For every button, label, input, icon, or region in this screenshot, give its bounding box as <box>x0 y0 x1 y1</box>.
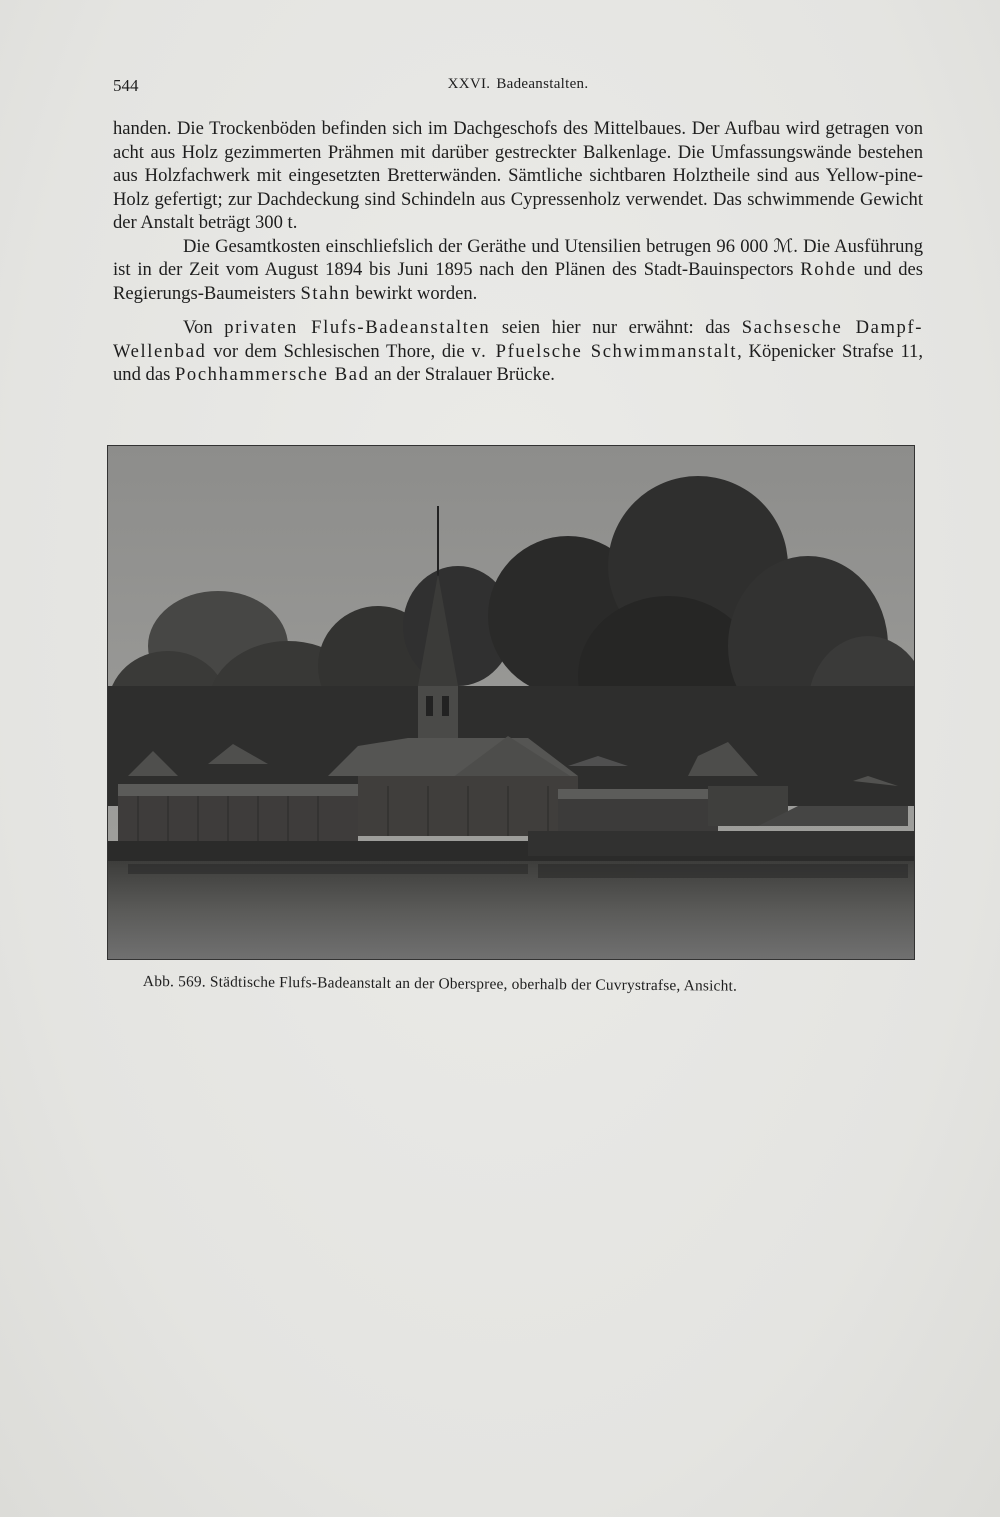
spaced-sachsesche: Sachsesche Dampf-Wellenbad <box>113 317 923 362</box>
paragraph-private-baths <box>113 316 923 387</box>
chapter-numeral: XXVI. <box>447 76 491 92</box>
spaced-pochhammersche: Pochhammersche Bad <box>174 364 370 385</box>
bath-house-photo <box>108 446 914 959</box>
figure-photograph <box>107 445 915 960</box>
spaced-pfuelsche: v. Pfuelsche Schwimmanstalt <box>471 340 738 362</box>
costs-text: Die Gesamtkosten einschliefslich der Geräthe und Utensilien betrugen 96 000 ℳ. Die Ausführung ist in der Zeit vom August 1894 bis Juni 1895 nach den Plänen des Stadt-Bauinspectors <box>113 235 923 280</box>
costs-text-mid: und des Regierungs-Baumeisters <box>113 259 923 304</box>
figure-caption: Abb. 569. Städtische Flufs-Badeanstalt an der Oberspree, oberhalb der Cuvrystrafse, Ansicht. <box>142 973 738 995</box>
private-text-1: Von <box>183 317 225 338</box>
architect-name-stahn: Stahn <box>300 282 351 304</box>
page-number: 544 <box>113 76 139 95</box>
paragraph-construction: handen. Die Trockenböden befinden sich im Dachgeschofs des Mittelbaues. Der Aufbau wird getragen von acht aus Holz gezimmerten Prähmen mit darüber gestreckter Balkenlage. Die Umfassungswände bestehen aus Holzfachwerk mit eingesetzten Bretterwänden. Sämtliche sichtbaren Holztheile sind aus Yellow-pine-Holz gefertigt; zur Dachdeckung sind Schindeln aus Cypressenholz verwendet. Das schwimmende Gewicht der Anstalt beträgt 300 t. <box>113 118 923 233</box>
paragraph-costs <box>113 235 923 306</box>
private-text-2: seien hier nur erwähnt: das <box>490 317 742 338</box>
spaced-private-baths: privaten Flufs-Badeanstalten <box>224 317 491 338</box>
private-text-5: an der Stralauer Brücke. <box>369 364 555 385</box>
private-text-4: , Köpenicker Strafse 11, und das <box>113 340 923 385</box>
chapter-title <box>113 76 923 93</box>
architect-name-rohde: Rohde <box>800 259 857 280</box>
costs-text-end: bewirkt worden. <box>350 282 478 304</box>
chapter-name: Badeanstalten. <box>496 76 589 92</box>
body-text <box>113 117 923 387</box>
running-header <box>113 76 923 100</box>
private-text-3: vor dem Schlesischen Thore, die <box>206 340 472 362</box>
